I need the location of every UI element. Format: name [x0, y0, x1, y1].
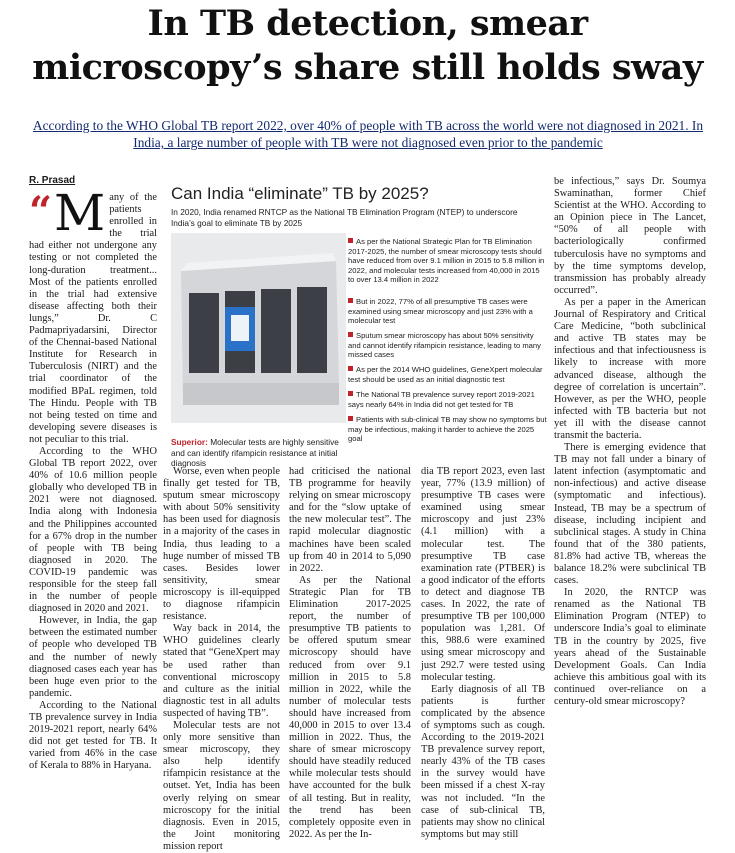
col2-paragraph-2: Way back in 2014, the WHO guidelines clearly stated that “GeneXpert may be used rather than conventional microscopy and culture as the initial diagnostic test in all adults suspected of having TB”.: [163, 623, 280, 719]
bullet-square-icon: [348, 366, 353, 371]
column-4: [421, 466, 545, 841]
box-bullet: As per the National Strategic Plan for TB Elimination 2017-2025, the number of smear microscopy tests should have reduced from over 9.1 million in 2015 to 5.8 million in 2022, and molecular tests increased from 40,000 in 2015 to over 13.4 million in 2022: [348, 237, 545, 284]
column-3: [289, 466, 411, 841]
byline: R. Prasad: [29, 175, 76, 186]
subhead-text: According to the WHO Global TB report 2022, over 40% of people with TB across the world were not diagnosed in 2021. In India, a large number of people with TB were not diagnosed even prior to the pandemic: [32, 118, 704, 150]
info-box: [163, 181, 548, 468]
headline: [0, 2, 735, 90]
col3-paragraph-2: As per the National Strategic Plan for TB Elimination 2017-2025 report, the number of presumptive TB patients to be offered sputum smear microscopy should have reduced from over 9.1 million in 2015 to 5.8 million in 2022, while the number of molecular tests should have increased from 40,000 in 2015 to over 13.4 million in 2022. Thus, the share of smear microscopy should have steadily reduced while molecular tests should have accounted for the bulk of all testing. But in reality, the trend has been completely opposite even in 2022. As per the In-: [289, 574, 411, 840]
bullet-square-icon: [348, 391, 353, 396]
col2-paragraph-3: Molecular tests are not only more sensitive than smear microscopy, they also help identify rifampicin resistance at the outset. Yet, India has been overly relying on smear microscopy for the initial diagnosis. Even in 2015, the Joint monitoring mission report: [163, 719, 280, 852]
headline-line-2: microscopy’s share still holds sway: [32, 47, 703, 88]
box-title: Can India “eliminate” TB by 2025?: [171, 184, 429, 203]
bullet-square-icon: [348, 238, 353, 243]
col5-paragraph-1: be infectious,” says Dr. Soumya Swaminathan, former Chief Scientist at the WHO. According to an Opinion piece in The Lancet, “50% of all people with bacteriologically confirmed tuberculosis have no symptoms and by the time symptoms develop, transmission has probably already occurred”.: [554, 176, 706, 296]
headline-line-1: In TB detection, smear: [147, 3, 588, 44]
drop-cap: M: [54, 184, 106, 242]
column-2: [163, 466, 280, 853]
col1-paragraph-1: “ M any of the patients enrolled in the trial had either not undergone any testing or not completed the long-duration treatment... Most of the patients enrolled in the trial had extensive disease affecting both their lungs,” Dr. C Padmapriyadarsini, Director of the Chennai-based National Institute for Research in Tuberculosis (NIRT) and the trial coordinator of the modified BPaL regimen, told The Hindu. People with TB not being tested on time and developing severe diseases is not peculiar to this trial.: [29, 184, 157, 445]
col1-paragraph-2: According to the WHO Global TB report 2022, over 40% of 10.6 million people globally who developed TB in 2021 were not diagnosed. India along with Indonesia and the Philippines accounted for a 67% drop in the number of people with TB being diagnosed in 2020. The COVID-19 pandemic was responsible for the steep fall in the number of people diagnosed in 2020 and 2021.: [29, 445, 157, 615]
col4-paragraph-2: Early diagnosis of all TB patients is further complicated by the absence of symptoms such as cough. According to the 2019-2021 TB prevalence survey report, nearly 43% of the TB cases in the survey would have been missed if a chest X-ray was not included. “In the case of sub-clinical TB, patients may show no clinical symptoms but may still: [421, 683, 545, 840]
genexpert-machine-illustration: [171, 233, 346, 423]
bullet-square-icon: [348, 298, 353, 303]
box-bullet: But in 2022, 77% of all presumptive TB cases were examined using smear microscopy and just 23% with a molecular test: [348, 297, 533, 325]
col1-paragraph-3: However, in India, the gap between the estimated number of people who developed TB and the number of newly diagnosed cases each year has been huge even prior to the pandemic.: [29, 615, 157, 699]
col5-paragraph-2: As per a paper in the American Journal of Respiratory and Critical Care Medicine, “both subclinical and active TB states may be infectious and that infectiousness is likely to increase with more advanced disease, although the degree of correlation is uncertain”. However, as per the WHO, people infected with TB bacteria but not yet ill with the disease cannot transmit the bacteria.: [554, 296, 706, 441]
box-bullet: Sputum smear microscopy has about 50% sensitivity and cannot identify rifampicin resistance, leading to many missed cases: [348, 331, 541, 359]
col5-paragraph-4: In 2020, the RNTCP was renamed as the National TB Elimination Program (NTEP) to underscore India’s goal to eliminate TB in the country by 2025, five years ahead of the Sustainable Development Goals. Can India achieve this ambitious goal with its continued over-reliance on a century-old smear microscopy?: [554, 587, 706, 708]
col5-paragraph-3: There is emerging evidence that TB may not fall under a binary of latent infection (asymptomatic and non-infectious) and active disease (symptomatic and infectious). Instead, TB may be a spectrum of disease, including incipient and subclinical stages. A study in China found that of the 380 patients, 81.8% had active TB, whereas the balance 18.2% were subclinical TB cases.: [554, 442, 706, 587]
col1-paragraph-4: According to the National TB prevalence survey in India 2019-2021 report, nearly 64% did not get tested for TB. It varied from 46% in the case of Kerala to 88% in Haryana.: [29, 699, 157, 772]
col4-paragraph-1: dia TB report 2023, even last year, 77% (13.9 million) of presumptive TB cases were examined using smear microscopy and just 23% (4.1 million) with a molecular test. The presumptive TB case examination rate (PTBER) is a good indicator of the efforts to detect and diagnose TB cases. In 2022, the rate of presumptive TB per 100,000 population was 1,281. Of this, 988.6 were examined using smear microscopy and just 292.7 were tested using molecular testing.: [421, 466, 545, 683]
col2-paragraph-1: Worse, even when people finally get tested for TB, sputum smear microscopy with about 50% sensitivity has been used for diagnosis in a majority of the cases in India, thus leading to a huge number of missed TB cases. Besides lower sensitivity, smear microscopy is ill-equipped to diagnose rifampicin resistance.: [163, 466, 280, 623]
caption-label: Superior:: [171, 437, 208, 447]
bullet-square-icon: [348, 416, 353, 421]
subhead: [28, 117, 708, 151]
box-bullet: Patients with sub-clinical TB may show no symptoms but may be infectious, making it harder to achieve the 2025 goal: [348, 415, 547, 443]
drop-quote: “: [29, 188, 53, 235]
box-intro: In 2020, India renamed RNTCP as the National TB Elimination Program (NTEP) to underscore India’s goal to eliminate TB by 2025: [171, 207, 518, 228]
column-5: [554, 176, 706, 708]
box-caption: Superior: Molecular tests are highly sensitive and can identify rifampicin resistance at initial diagnosis: [171, 437, 339, 468]
box-bullet: As per the 2014 WHO guidelines, GeneXpert molecular test should be used as an initial diagnostic test: [348, 365, 543, 384]
column-1: [29, 184, 157, 773]
box-bullet: The National TB prevalence survey report 2019-2021 says nearly 64% in India did not get tested for TB: [348, 390, 535, 409]
col3-paragraph-1: had criticised the national TB programme for heavily relying on smear microscopy and for the “slow uptake of the new molecular test”. The rapid molecular diagnostic machines have been scaled up from 40 in 2014 to 5,090 in 2022.: [289, 466, 411, 574]
bullet-square-icon: [348, 332, 353, 337]
